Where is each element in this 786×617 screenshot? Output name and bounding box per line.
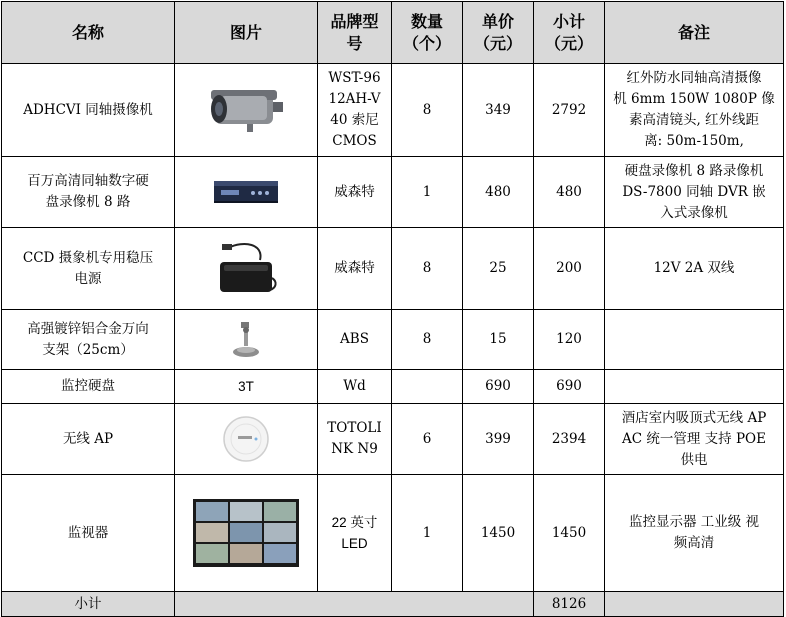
- monitor-display-icon: [193, 499, 299, 567]
- wireless-ap-icon: [222, 415, 270, 463]
- item-name-line: 支架（25cm）: [42, 341, 134, 358]
- header-brand: [318, 2, 392, 64]
- item-brand: [318, 64, 392, 157]
- dvr-recorder-icon: [213, 177, 279, 207]
- header-qty-line: （个）: [402, 33, 451, 53]
- header-price-line: 单价: [481, 11, 514, 31]
- item-remark: [605, 157, 784, 228]
- item-remark: [605, 228, 784, 310]
- bullet-camera-icon: [201, 86, 291, 134]
- item-price: 690: [463, 370, 534, 404]
- total-value: 8126: [534, 592, 605, 617]
- item-remark: [605, 404, 784, 475]
- item-name: [2, 404, 175, 475]
- item-name-line: ADHCVI 同轴摄像机: [23, 101, 153, 118]
- brand-line: 威森特: [334, 260, 375, 276]
- table-row: [2, 64, 784, 157]
- item-remark: [605, 370, 784, 404]
- item-name: [2, 370, 175, 404]
- total-remark: [605, 592, 784, 617]
- item-name-line: 百万高清同轴数字硬: [27, 173, 149, 189]
- remark-line: 机 6mm 150W 1080P 像: [613, 91, 775, 107]
- header-row: [2, 2, 784, 64]
- remark-line: 硬盘录像机 8 路录像机: [624, 162, 764, 179]
- item-name: [2, 157, 175, 228]
- item-brand: [318, 157, 392, 228]
- header-subtotal-line: （元）: [544, 33, 593, 53]
- item-price: 349: [463, 64, 534, 157]
- item-remark: [605, 64, 784, 157]
- item-brand: [318, 404, 392, 475]
- item-image: [175, 404, 318, 475]
- item-name-line: 监视器: [67, 524, 109, 541]
- table-row: [2, 228, 784, 310]
- table-row: [2, 475, 784, 592]
- item-image: [175, 310, 318, 370]
- remark-line: 红外防水同轴高清摄像: [626, 70, 762, 86]
- total-spacer: [175, 592, 534, 617]
- brand-line: CMOS: [332, 133, 377, 149]
- item-image: [175, 228, 318, 310]
- item-subtotal: 2394: [534, 404, 605, 475]
- item-qty: 8: [392, 64, 463, 157]
- item-price: 15: [463, 310, 534, 370]
- item-name-line: CCD 摄象机专用稳压: [22, 249, 154, 266]
- header-brand-line: 品牌型: [330, 11, 379, 31]
- brand-line: LED: [341, 536, 368, 551]
- remark-line: 离: 50m-150m,: [644, 133, 744, 149]
- item-brand: [318, 370, 392, 404]
- header-price: [463, 2, 534, 64]
- remark-line: 素高清镜头, 红外线距: [628, 112, 760, 128]
- brand-line: ABS: [340, 331, 369, 347]
- item-name: [2, 228, 175, 310]
- item-image: [175, 157, 318, 228]
- header-remark: 备注: [605, 2, 784, 64]
- brand-line: 威森特: [334, 183, 375, 200]
- item-name: [2, 310, 175, 370]
- item-name: [2, 64, 175, 157]
- item-subtotal: 2792: [534, 64, 605, 157]
- item-qty: 8: [392, 310, 463, 370]
- table-row: [2, 310, 784, 370]
- item-name-line: 电源: [74, 270, 102, 287]
- item-brand: [318, 475, 392, 592]
- item-subtotal: 200: [534, 228, 605, 310]
- brand-line: TOTOLI: [327, 420, 382, 436]
- power-adapter-icon: [214, 238, 278, 300]
- item-price: 480: [463, 157, 534, 228]
- item-qty: 1: [392, 157, 463, 228]
- remark-line: 频高清: [673, 535, 715, 551]
- total-row: [2, 592, 784, 617]
- item-name-line: 盘录像机 8 路: [45, 194, 131, 210]
- item-price: 399: [463, 404, 534, 475]
- remark-line: 监控显示器 工业级 视: [628, 514, 760, 530]
- header-qty: [392, 2, 463, 64]
- item-name-line: 高强镀锌铝合金万向: [27, 320, 149, 337]
- item-remark: [605, 310, 784, 370]
- table-row: [2, 157, 784, 228]
- item-qty: [392, 370, 463, 404]
- brand-line: 12AH-V: [328, 91, 381, 107]
- item-price: 25: [463, 228, 534, 310]
- item-subtotal: 690: [534, 370, 605, 404]
- item-brand: [318, 310, 392, 370]
- header-brand-line: 号: [346, 33, 363, 53]
- table-row: [2, 404, 784, 475]
- item-price: 1450: [463, 475, 534, 592]
- remark-line: 供电: [680, 451, 708, 468]
- item-qty: 1: [392, 475, 463, 592]
- header-qty-line: 数量: [410, 11, 443, 31]
- remark-line: DS-7800 同轴 DVR 嵌: [622, 183, 766, 200]
- header-price-line: （元）: [473, 33, 522, 53]
- brand-line: 22 英寸: [331, 515, 378, 530]
- item-qty: 6: [392, 404, 463, 475]
- header-subtotal-line: 小计: [552, 11, 585, 31]
- item-brand: [318, 228, 392, 310]
- item-image: [175, 64, 318, 157]
- item-qty: 8: [392, 228, 463, 310]
- brand-line: WST-96: [328, 70, 381, 86]
- item-image: [175, 475, 318, 592]
- camera-bracket-icon: [229, 320, 263, 360]
- item-name-line: 无线 AP: [62, 430, 114, 447]
- remark-line: 入式录像机: [660, 204, 728, 221]
- header-subtotal: [534, 2, 605, 64]
- header-name: 名称: [2, 2, 175, 64]
- total-label-text: 小计: [74, 596, 102, 612]
- item-name-line: 监控硬盘: [61, 378, 115, 394]
- quotation-table: [1, 1, 784, 617]
- table-row: [2, 370, 784, 404]
- item-name: [2, 475, 175, 592]
- remark-line: AC 统一管理 支持 POE: [622, 430, 766, 447]
- remark-line: 酒店室内吸顶式无线 AP: [621, 409, 767, 426]
- item-subtotal: 480: [534, 157, 605, 228]
- brand-line: 40 索尼: [330, 112, 379, 128]
- brand-line: Wd: [343, 378, 366, 394]
- item-remark: [605, 475, 784, 592]
- item-subtotal: 120: [534, 310, 605, 370]
- brand-line: NK N9: [331, 441, 378, 457]
- remark-line: 12V 2A 双线: [653, 260, 735, 276]
- item-subtotal: 1450: [534, 475, 605, 592]
- item-image-text: 3T: [175, 370, 318, 404]
- total-label: [2, 592, 175, 617]
- header-image: 图片: [175, 2, 318, 64]
